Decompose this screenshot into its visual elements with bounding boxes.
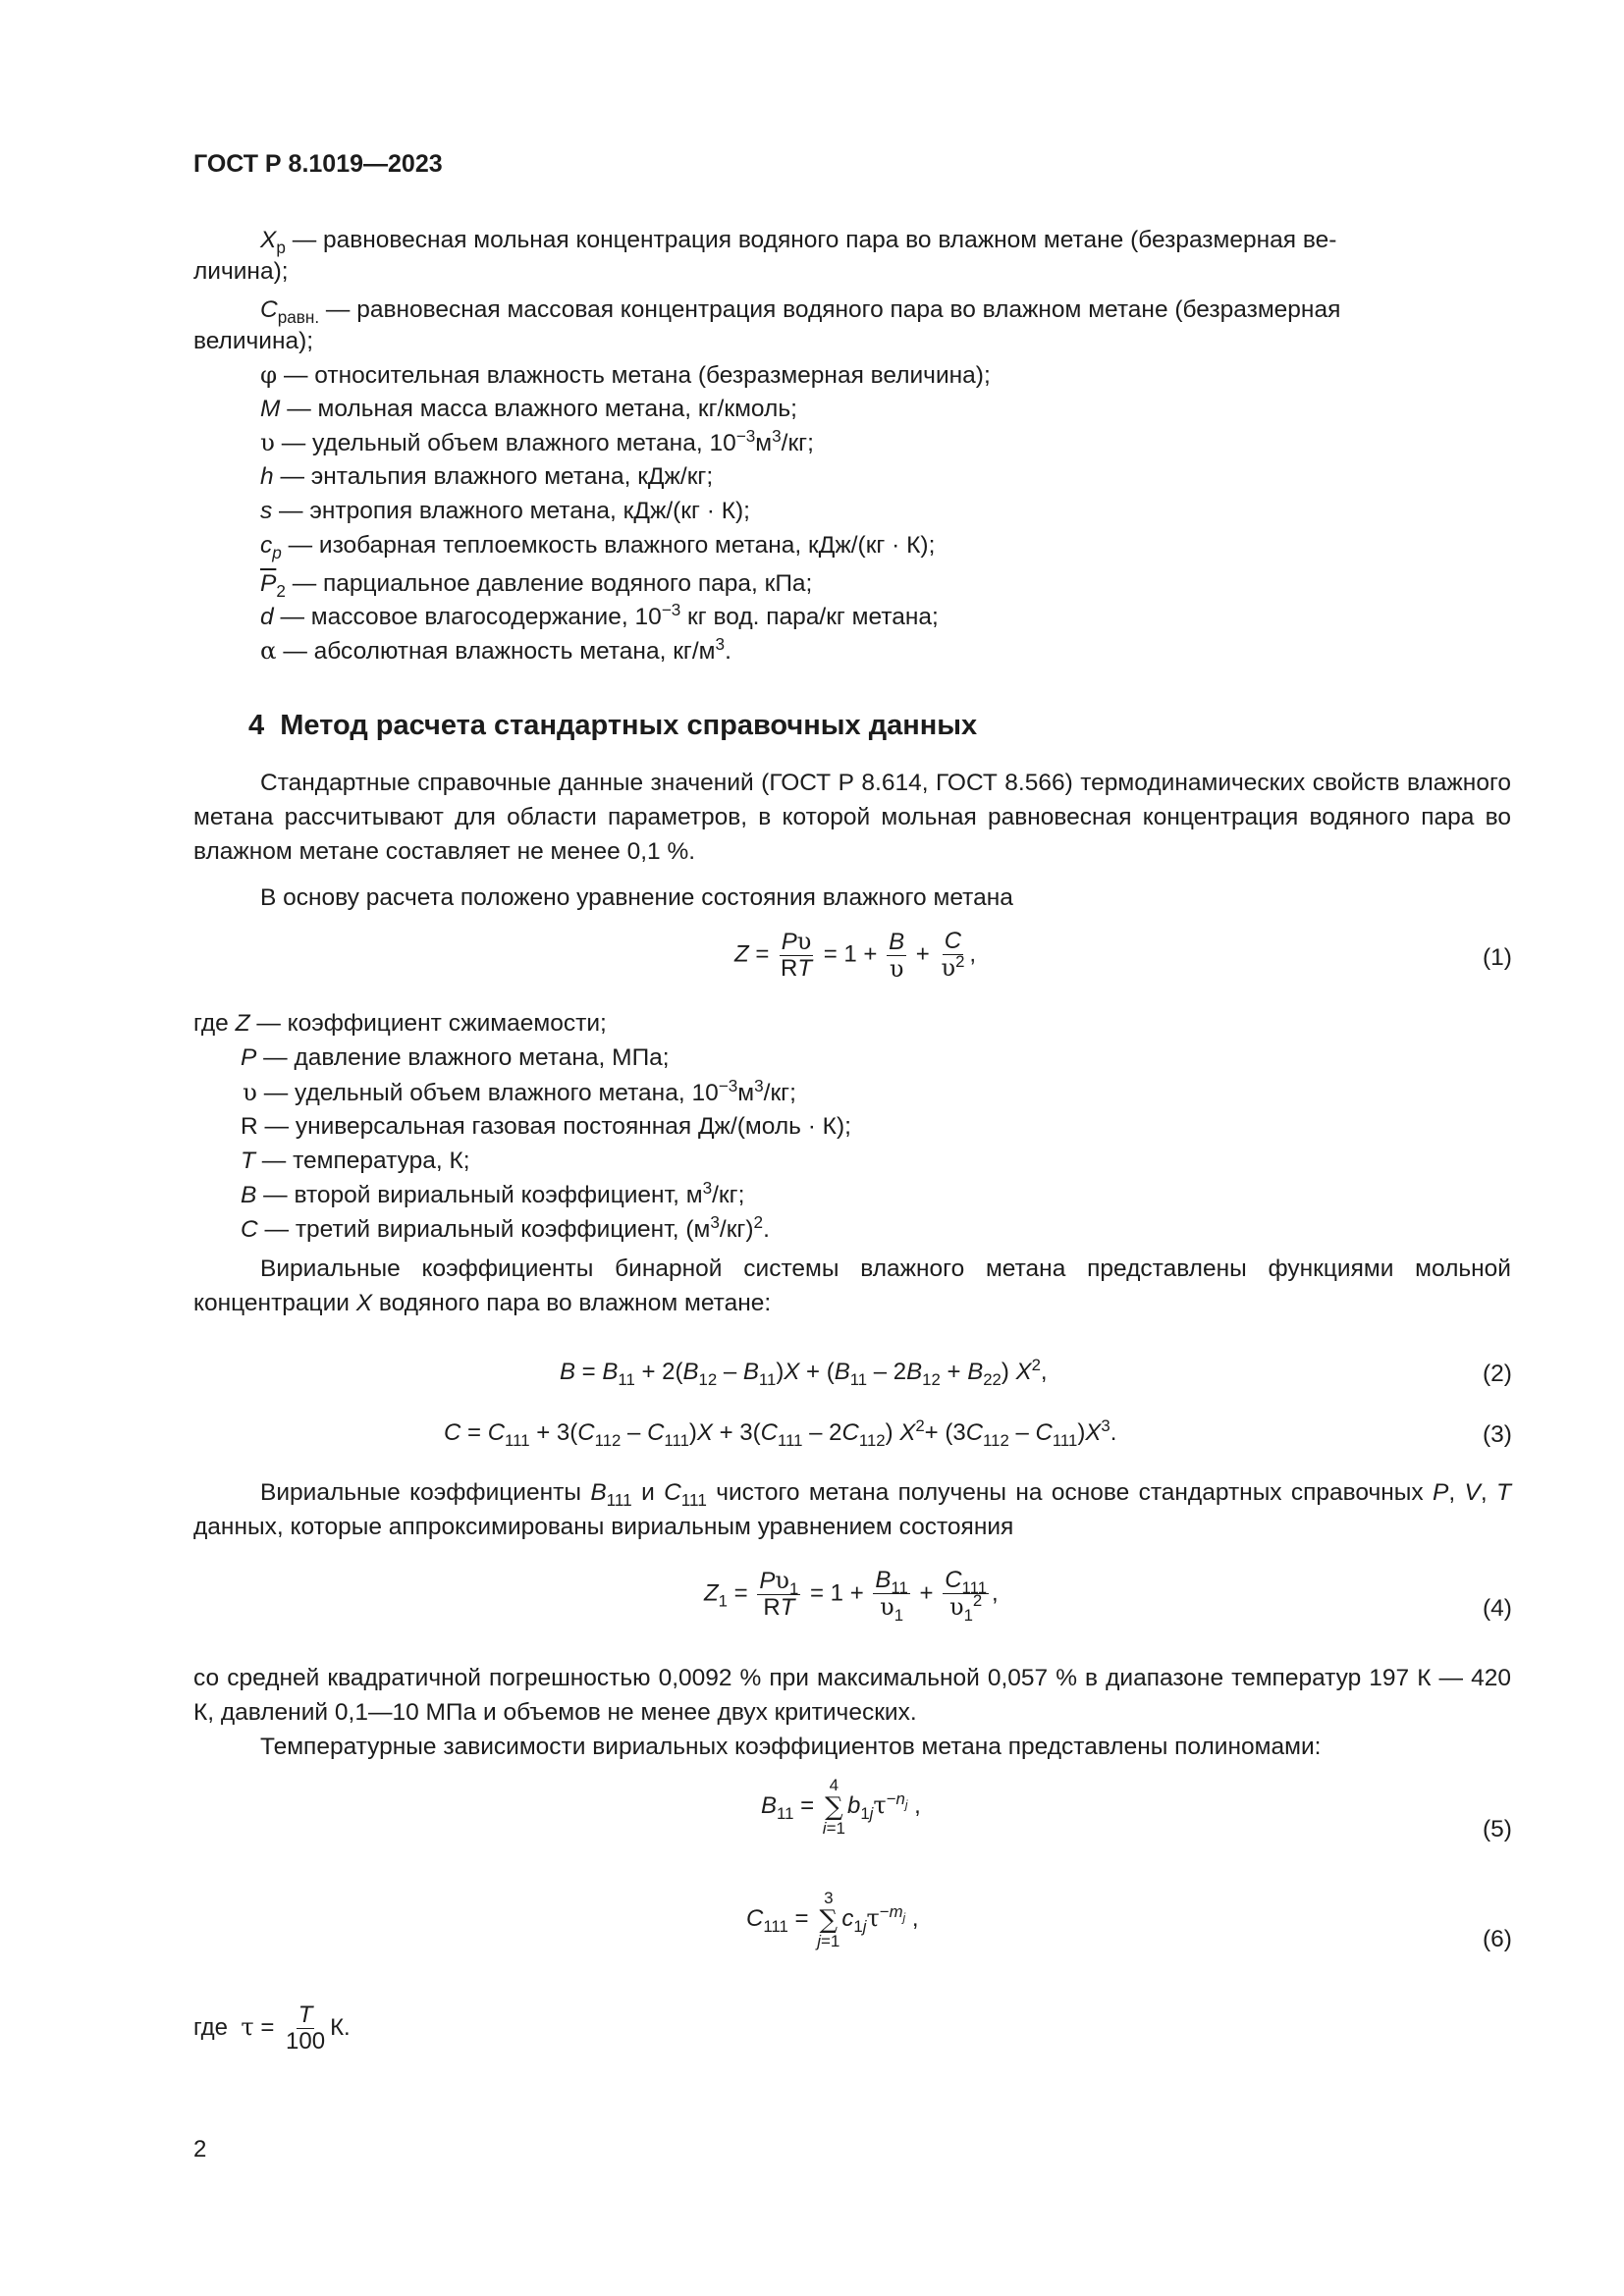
legend-item: $c_p$ — изобарная теплоемкость влажного метана, кДж/(кг · К); [260,532,936,562]
legend-item: P — давление влажного метана, МПа; [241,1044,670,1071]
formula-2: $B = B_{11} + 2(B_{12} - B_{11})X + (B_{11} - 2B_{12} + B_{22})$ $X^2$, [560,1356,1048,1389]
tau-definition: где τ = $\frac{T}{100}$ К. [193,2002,351,2056]
legend-item: $C_{равн.}$ — равновесная массовая концентрация водяного пара во влажном метане (безразмерная [260,296,1341,327]
equation-number: (5) [1483,1816,1512,1842]
equation-number: (6) [1483,1926,1512,1952]
paragraph: Вириальные коэффициенты бинарной системы влажного метана представлены функциями мольной концентрации X водяного пара во влажном метане: [193,1255,1511,1316]
legend-item-continuation: личина); [193,258,289,285]
formula-6: $C_{111}$ = 3 ∑ j=1 $c_{1j}\tau^{-m_j}$ , [746,1889,919,1950]
paragraph: В основу расчета положено уравнение состояния влажного метана [260,884,1013,911]
legend-item: $\overline{P}_2$ — парциальное давление водяного пара, кПа; [260,570,813,601]
equation-number: (1) [1483,944,1512,971]
equation-number: (4) [1483,1595,1512,1622]
equation-number: (2) [1483,1361,1512,1387]
paragraph: Стандартные справочные данные значений (ГОСТ Р 8.614, ГОСТ 8.566) термодинамических свойств влажного метана рассчитывают для области параметров, в которой мольная равновесная концентрация водяного пара во влажном метане составляет не менее 0,1 %. [193,770,1511,865]
legend-item: φ — относительная влажность метана (безразмерная величина); [260,360,991,389]
document-code: ГОСТ Р 8.1019—2023 [193,150,443,178]
page-number: 2 [193,2136,207,2163]
legend-item: где Z — коэффициент сжимаемости; [193,1010,607,1037]
equation-number: (3) [1483,1421,1512,1448]
paragraph: со средней квадратичной погрешностью 0,0092 % при максимальной 0,057 % в диапазоне температур 197 К — 420 К, давлений 0,1—10 МПа и объемов не менее двух критических. [193,1665,1511,1726]
legend-item: C — третий вириальный коэффициент, $(м^3/кг)^2$. [241,1211,770,1243]
legend-item: T — температура, К; [241,1148,470,1174]
legend-item: s — энтропия влажного метана, кДж/(кг · К); [260,498,750,524]
legend-item: d — массовое влагосодержание, $10^{-3}$ кг вод. пара/кг метана; [260,599,939,630]
legend-item: α — абсолютная влажность метана, $кг/м^3$. [260,633,731,665]
legend-item: h — энтальпия влажного метана, кДж/кг; [260,463,714,490]
legend-item-continuation: величина); [193,328,314,354]
formula-4: $Z_1$ = $\frac{P\upsilon_1}{RT}$ = 1 + $\frac{B_{11}}{\upsilon_1}$ + $\frac{C_{111}}{\upsilon_1^2}$ , [704,1567,999,1626]
legend-item: υ — удельный объем влажного метана, $10^{-3}м^3/кг$; [243,1075,796,1106]
legend-item: B — второй вириальный коэффициент, $м^3/кг$; [241,1177,745,1208]
legend-item: M — мольная масса влажного метана, кг/кмоль; [260,396,797,422]
paragraph: Температурные зависимости вириальных коэффициентов метана представлены полиномами: [260,1734,1322,1760]
section-heading: 4 Метод расчета стандартных справочных данных [248,710,978,741]
legend-item: $X_р$ — равновесная мольная концентрация водяного пара во влажном метане (безразмерная ве- [260,227,1337,257]
legend-item: υ — удельный объем влажного метана, $10^{-3}м^3/кг$; [260,425,814,456]
paragraph: Вириальные коэффициенты $B_{111}$ и $C_{111}$ чистого метана получены на основе стандартных справочных P, V, T данных, которые аппроксимированы вириальным уравнением состояния [193,1479,1511,1540]
formula-5: $B_{11}$ = 4 ∑ i=1 $b_{1j}\tau^{-n_j}$ , [761,1776,921,1838]
formula-3: $C = C_{111} + 3(C_{112} - C_{111})X + 3(C_{111} - 2C_{112})$ $X^2+ (3C_{112} - C_{111})X^3$. [444,1416,1117,1450]
formula-1: Z = $\frac{P\upsilon}{RT}$ = 1 + $\frac{B}{\upsilon}$ + $\frac{C}{\upsilon^2}$ , [734,928,977,983]
legend-item: R — универсальная газовая постоянная Дж/(моль · К); [241,1113,851,1140]
